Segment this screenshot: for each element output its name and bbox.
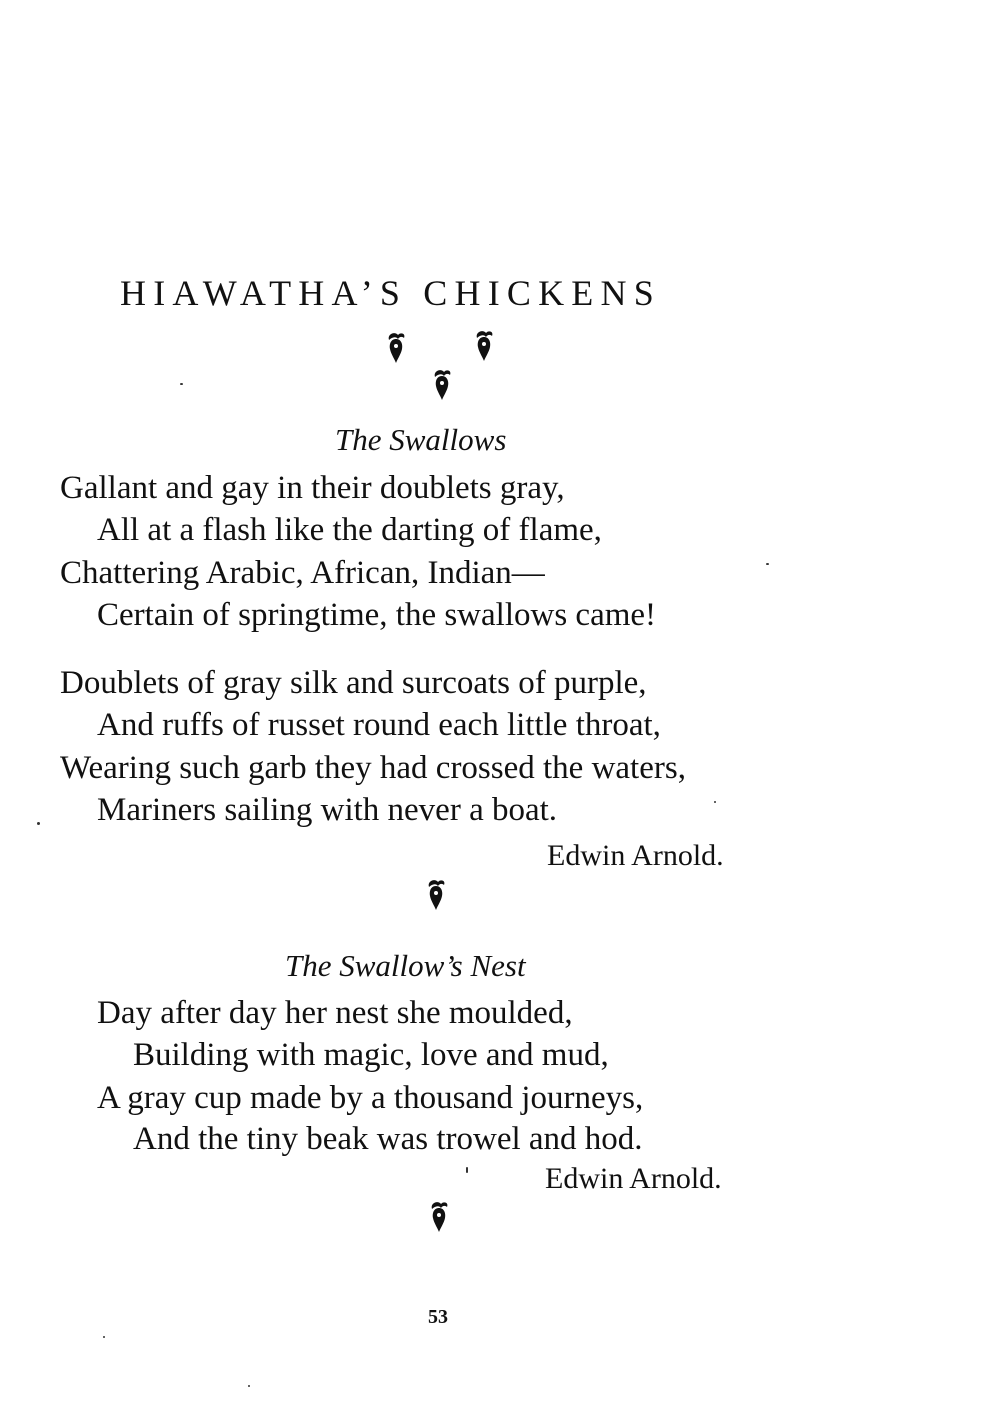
poem-line: A gray cup made by a thousand journeys, (97, 1080, 644, 1116)
scan-speck (766, 563, 769, 565)
poem-line: Certain of springtime, the swallows came! (97, 597, 657, 633)
page-title: HIAWATHA’S CHICKENS (120, 273, 661, 313)
leaf-acorn-ornament-icon (426, 1200, 452, 1234)
leaf-acorn-ornament-icon (471, 329, 497, 363)
scan-speck (714, 801, 716, 803)
scan-speck (37, 822, 40, 825)
poem-author: Edwin Arnold. (545, 1162, 722, 1195)
page-number: 53 (428, 1306, 448, 1328)
poem-line: Doublets of gray silk and surcoats of purple, (60, 665, 647, 701)
scan-speck (248, 1385, 250, 1387)
poem-line: Mariners sailing with never a boat. (97, 792, 558, 828)
poem-line: All at a flash like the darting of flame, (97, 512, 602, 548)
poem-line: Wearing such garb they had crossed the waters, (60, 750, 686, 786)
poem-line: Building with magic, love and mud, (133, 1037, 609, 1073)
leaf-acorn-ornament-icon (383, 331, 409, 365)
scan-speck (180, 383, 183, 385)
poem-line: Chattering Arabic, African, Indian— (60, 555, 545, 591)
leaf-acorn-ornament-icon (429, 368, 455, 402)
poem-title: The Swallow’s Nest (285, 948, 526, 983)
poem-title: The Swallows (335, 422, 507, 457)
poem-author: Edwin Arnold. (547, 839, 724, 872)
poem-line: And ruffs of russet round each little throat, (97, 707, 661, 743)
scan-speck (466, 1167, 468, 1173)
leaf-acorn-ornament-icon (423, 878, 449, 912)
poem-line: Day after day her nest she moulded, (97, 995, 573, 1031)
poem-line: Gallant and gay in their doublets gray, (60, 470, 565, 506)
poem-line: And the tiny beak was trowel and hod. (133, 1121, 643, 1157)
scan-speck (103, 1336, 105, 1338)
